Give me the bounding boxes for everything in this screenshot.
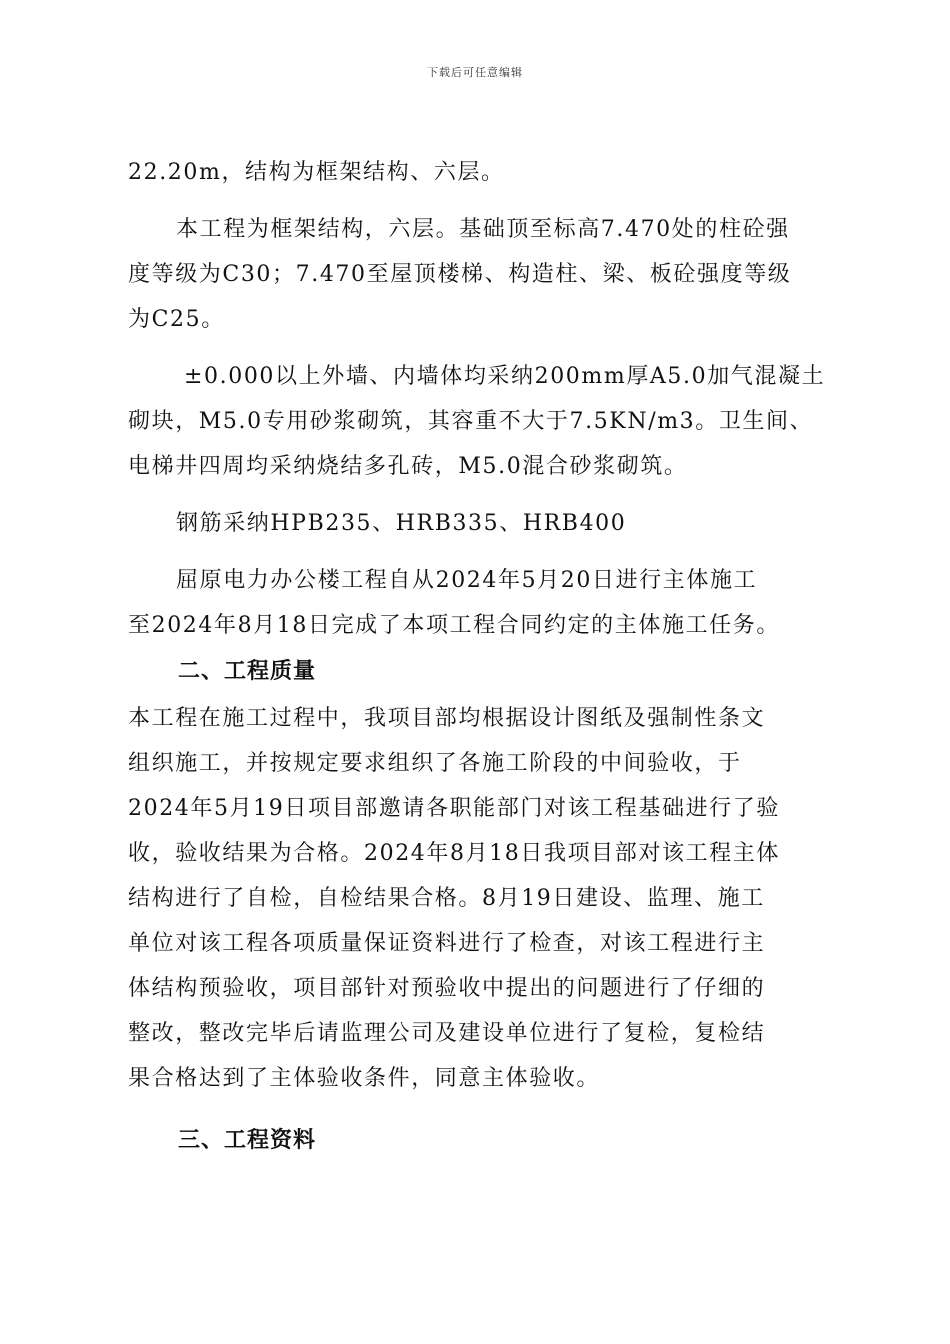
paragraph-line: 度等级为C30；7.470至屋顶楼梯、构造柱、梁、板砼强度等级 (128, 262, 792, 287)
paragraph-line: 果合格达到了主体验收条件，同意主体验收。 (128, 1066, 601, 1091)
paragraph-line: 整改，整改完毕后请监理公司及建设单位进行了复检，复检结 (128, 1021, 766, 1046)
document-body (128, 150, 833, 1165)
paragraph-line: 砌块，M5.0专用砂浆砌筑，其容重不大于7.5KN/m3。卫生间、 (128, 409, 814, 434)
paragraph-line: 本工程为框架结构，六层。基础顶至标高7.470处的柱砼强 (176, 217, 790, 242)
section-heading-quality: 二、工程质量 (178, 659, 317, 684)
page-header-note: 下载后可任意编辑 (427, 66, 523, 79)
paragraph-line: 收，验收结果为合格。2024年8月18日我项目部对该工程主体 (128, 841, 780, 866)
paragraph-line: 为C25。 (128, 307, 225, 332)
paragraph-line: 钢筋采纳HPB235、HRB335、HRB400 (176, 511, 627, 536)
paragraph-line: 单位对该工程各项质量保证资料进行了检查，对该工程进行主 (128, 931, 766, 956)
paragraph-line: 屈原电力办公楼工程自从2024年5月20日进行主体施工 (176, 568, 758, 593)
paragraph-line: 本工程在施工过程中，我项目部均根据设计图纸及强制性条文 (128, 706, 766, 731)
paragraph-line: 体结构预验收，项目部针对预验收中提出的问题进行了仔细的 (128, 976, 766, 1001)
paragraph-gap (128, 195, 833, 207)
paragraph-line: 至2024年8月18日完成了本项工程合同约定的主体施工任务。 (128, 613, 780, 638)
paragraph-line: 结构进行了自检，自检结果合格。8月19日建设、监理、施工 (128, 886, 765, 911)
paragraph-line: 22.20m，结构为框架结构、六层。 (128, 160, 505, 185)
paragraph-line: 电梯井四周均采纳烧结多孔砖，M5.0混合砂浆砌筑。 (128, 454, 688, 479)
paragraph-gap (128, 489, 833, 501)
paragraph-line: 2024年5月19日项目部邀请各职能部门对该工程基础进行了验 (128, 796, 780, 821)
paragraph-gap (128, 342, 833, 354)
section-heading-documents: 三、工程资料 (178, 1128, 317, 1153)
paragraph-line: 组织施工，并按规定要求组织了各施工阶段的中间验收，于 (128, 751, 742, 776)
paragraph-gap (128, 1101, 833, 1117)
paragraph-line: ±0.000以上外墙、内墙体均采纳200mm厚A5.0加气混凝土 (184, 364, 826, 389)
paragraph-gap (128, 546, 833, 558)
